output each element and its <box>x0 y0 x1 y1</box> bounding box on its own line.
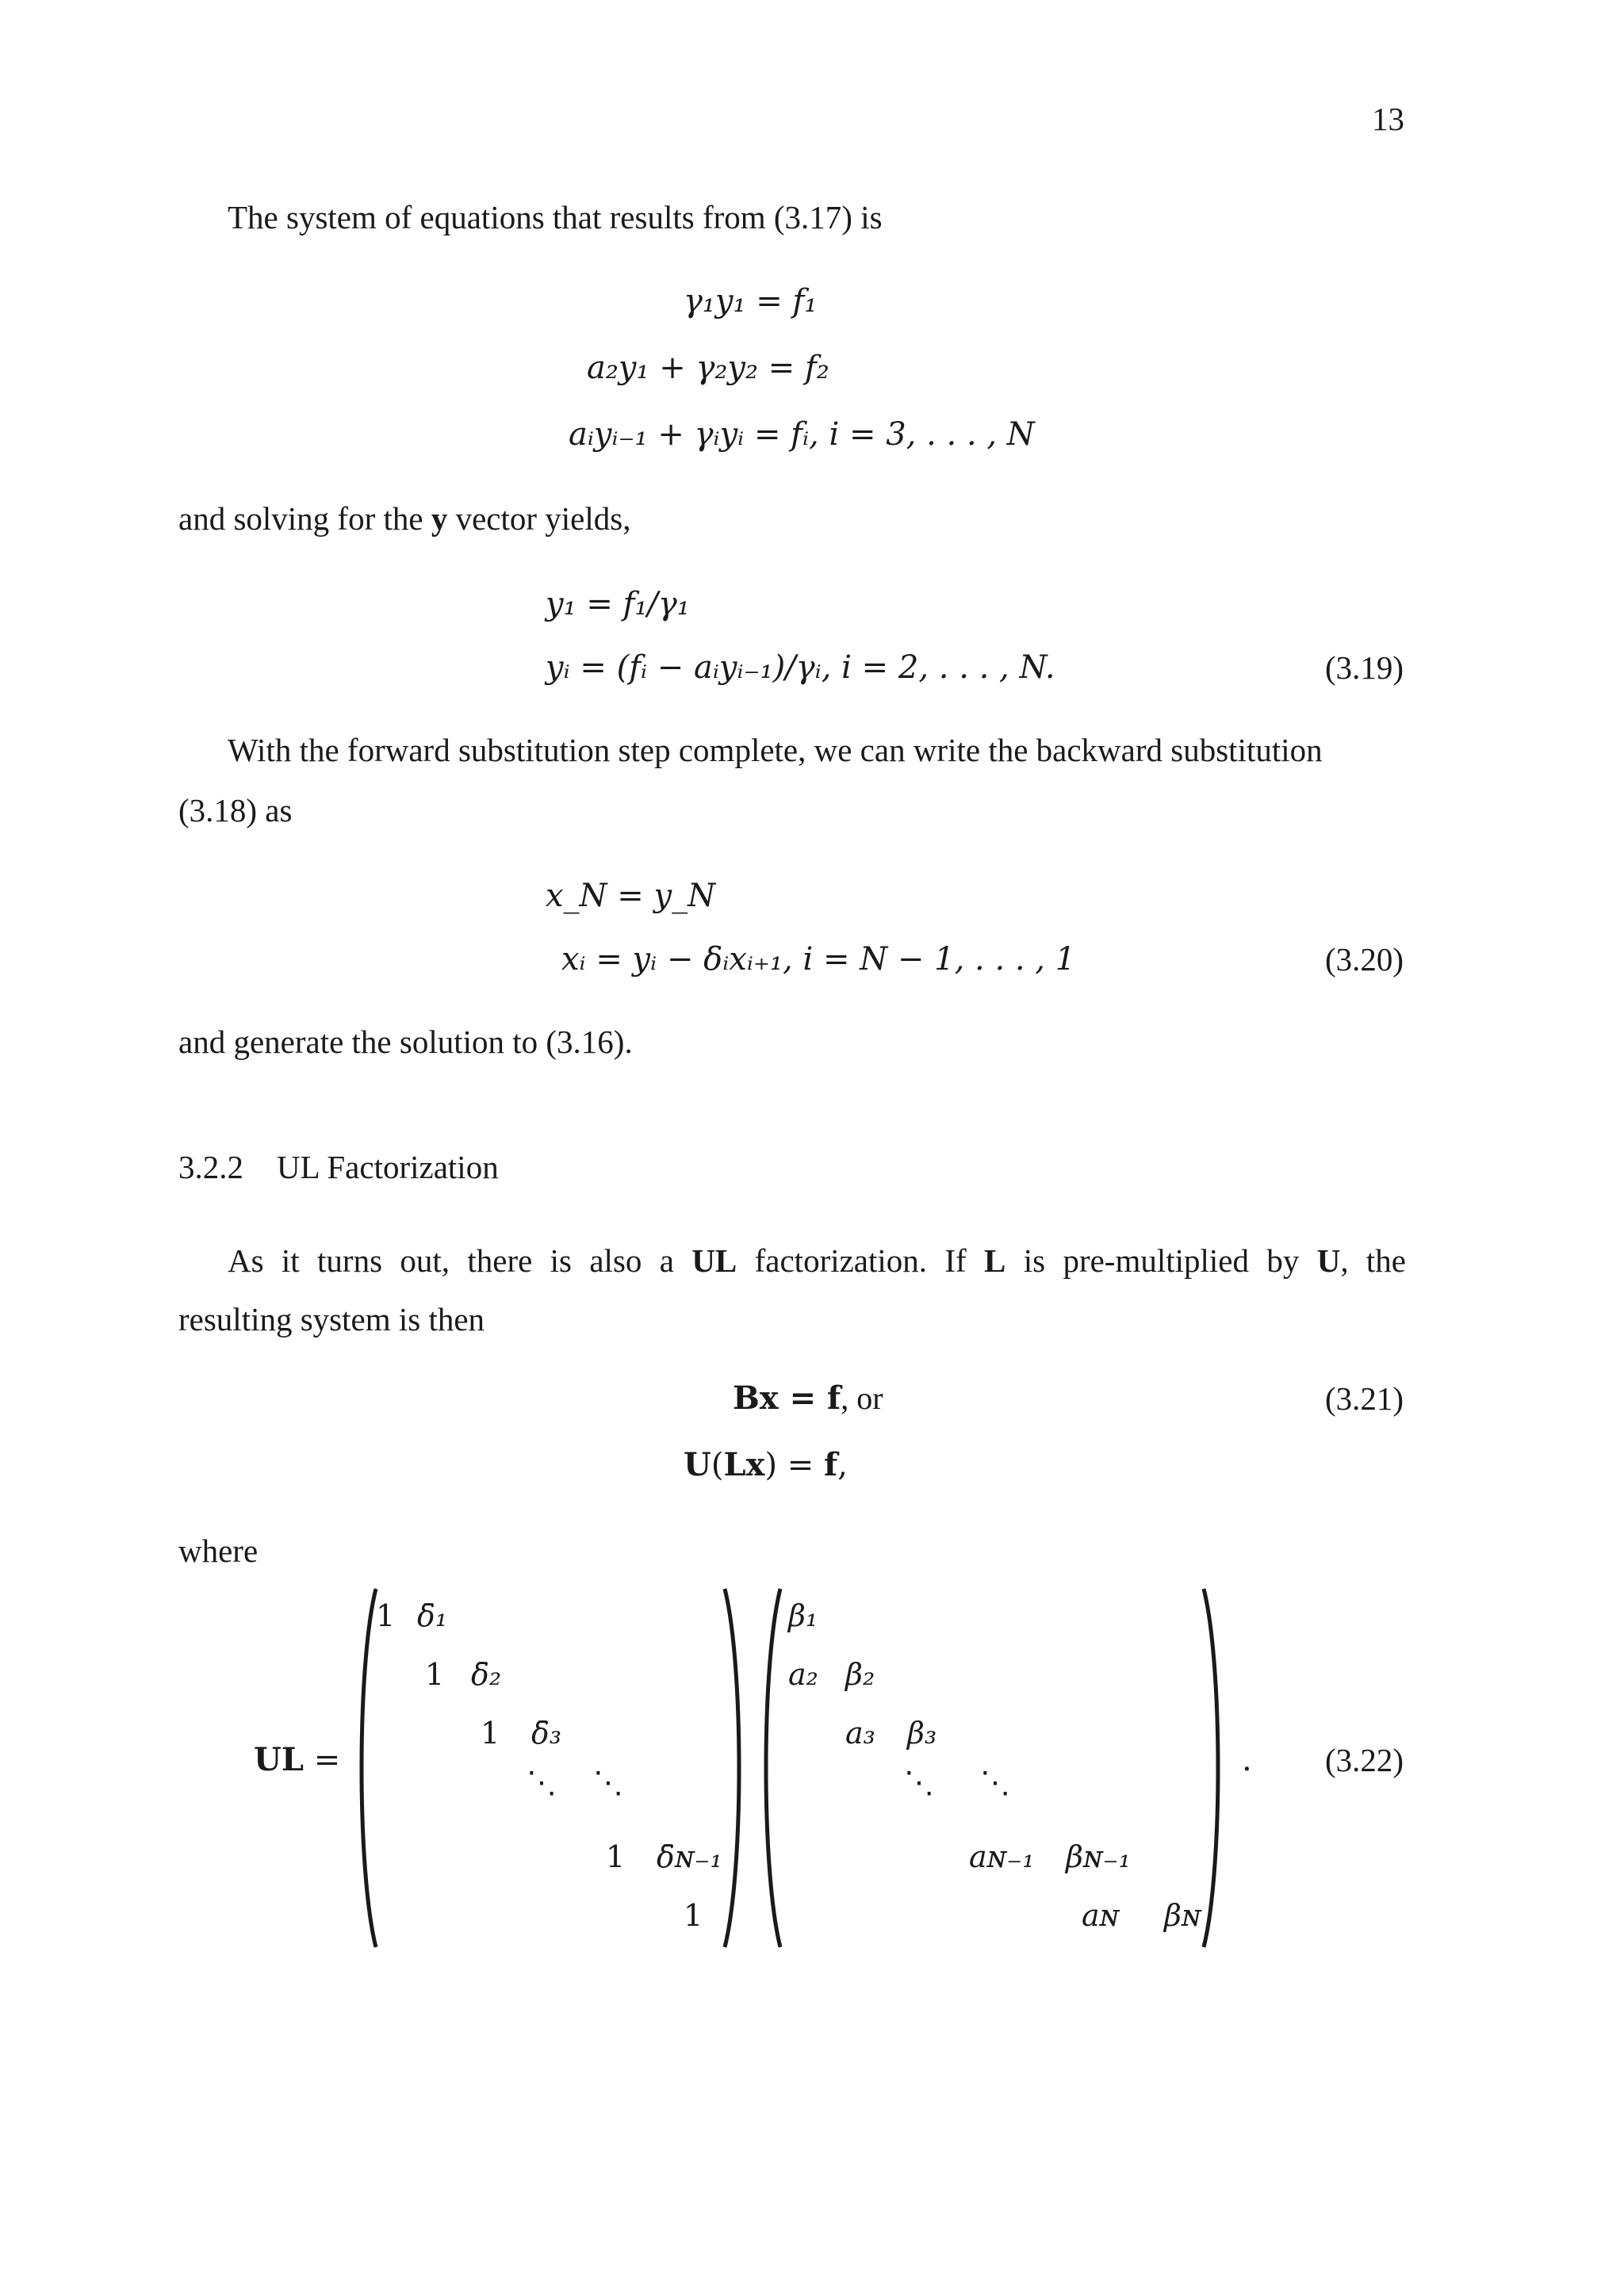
equation-number-3-20: (3.20) <box>1325 941 1404 978</box>
paragraph-solving <box>178 499 630 538</box>
matrix-u-entry-one: 1 <box>376 1598 396 1633</box>
matrix-u-entry-one: 1 <box>481 1716 500 1751</box>
trailing-comma: , <box>837 1447 848 1483</box>
matrix-u-dots: ⋱ <box>593 1765 623 1800</box>
paragraph-ul-line-1 <box>228 1242 1406 1280</box>
section-title: UL Factorization <box>277 1149 499 1185</box>
ul-lhs-bold: UL <box>254 1741 304 1778</box>
matrix-u-dots: ⋱ <box>527 1765 557 1800</box>
matrix-l-entry-a: aɴ₋₁ <box>969 1839 1035 1874</box>
matrix-l-dots: ⋱ <box>904 1765 934 1800</box>
matrix-u-entry-delta: δ̄ɴ₋₁ <box>657 1839 722 1874</box>
section-number: 3.2.2 <box>178 1149 243 1185</box>
equation-3-21-line-2 <box>684 1446 848 1484</box>
equation-3-22-lhs <box>254 1741 340 1779</box>
matrix-u-entry-delta: δ̄₁ <box>417 1598 448 1633</box>
f-bold: f <box>824 1446 838 1483</box>
matrix-l-entry-beta: β₂ <box>845 1657 875 1692</box>
paragraph-generate: and generate the solution to (3.16). <box>178 1024 633 1060</box>
equation-3-22-period: . <box>1242 1742 1252 1778</box>
paragraph-forward-line-1: With the forward substitution step complete, we can write the backward substitution <box>228 732 1323 768</box>
equation-system-line-1: γ₁y₁ = f₁ <box>684 283 818 320</box>
paragraph-solving-text-a: and solving for the <box>178 500 431 537</box>
matrix-l-right-paren <box>1201 1586 1224 1950</box>
matrix-u-right-paren <box>722 1586 745 1950</box>
paragraph-ul-text-4: , the <box>1340 1242 1406 1279</box>
equation-3-19-line-2: yᵢ = (fᵢ − aᵢyᵢ₋₁)/γᵢ, i = 2, . . . , N. <box>546 649 1055 686</box>
equation-3-19-line-1: y₁ = f₁/γ₁ <box>546 586 690 622</box>
equation-system-line-2: a₂y₁ + γ₂y₂ = f₂ <box>587 350 829 386</box>
l-bold: L <box>984 1242 1006 1279</box>
matrix-l-entry-beta: βɴ₋₁ <box>1066 1839 1131 1874</box>
matrix-u-entry-delta: δ̄₂ <box>471 1657 502 1692</box>
paragraph-ul-text-1: As it turns out, there is also a <box>228 1242 692 1279</box>
equation-number-3-19: (3.19) <box>1325 649 1404 686</box>
matrix-l-entry-beta: β₁ <box>788 1598 818 1633</box>
paragraph-solving-text-b: vector yields, <box>447 500 631 537</box>
matrix-l-dots: ⋱ <box>980 1765 1010 1800</box>
equation-number-3-22: (3.22) <box>1325 1742 1404 1778</box>
matrix-u-entry-one: 1 <box>684 1898 703 1933</box>
matrix-l-entry-beta: β₃ <box>907 1716 937 1751</box>
matrix-l-left-paren <box>760 1586 783 1950</box>
equation-3-20-line-2: xᵢ = yᵢ − δᵢxᵢ₊₁, i = N − 1, . . . , 1 <box>561 941 1076 978</box>
equation-3-21-line-1 <box>733 1380 883 1418</box>
matrix-l-entry-beta: βɴ <box>1164 1898 1201 1933</box>
equation-3-20-line-1: x_N = y_N <box>546 878 716 914</box>
paragraph-intro: The system of equations that results from (3.17) is <box>228 199 883 235</box>
paragraph-ul-line-2: resulting system is then <box>178 1301 485 1337</box>
close-paren-equals: ) = <box>764 1447 825 1483</box>
equation-3-21-or: , or <box>841 1380 883 1416</box>
lx-bold: Lx <box>723 1446 765 1483</box>
equation-system-line-3: aᵢyᵢ₋₁ + γᵢyᵢ = fᵢ, i = 3, . . . , N <box>569 416 1035 453</box>
matrix-u-entry-delta: δ̄₃ <box>531 1716 562 1751</box>
matrix-l-entry-a: a₂ <box>788 1657 818 1692</box>
u-bold: U <box>1316 1242 1341 1279</box>
section-heading <box>178 1148 499 1186</box>
bx-equals-f-bold: Bx = f <box>733 1380 841 1417</box>
paragraph-forward-line-2: (3.18) as <box>178 792 293 828</box>
vector-y-bold: y <box>431 500 448 537</box>
u-bold-eq: U <box>684 1446 711 1483</box>
open-paren: ( <box>710 1447 724 1483</box>
matrix-l-entry-a: a₃ <box>845 1716 875 1751</box>
paragraph-where: where <box>178 1533 259 1569</box>
matrix-l-entry-a: aɴ <box>1082 1898 1120 1933</box>
matrix-u-left-paren <box>355 1586 379 1950</box>
equation-number-3-21: (3.21) <box>1325 1380 1404 1417</box>
paragraph-ul-text-3: is pre-multiplied by <box>1005 1242 1317 1279</box>
matrix-u-entry-one: 1 <box>606 1839 626 1874</box>
ul-bold: UL <box>691 1242 737 1279</box>
paragraph-ul-text-2: factorization. If <box>737 1242 985 1279</box>
matrix-u-entry-one: 1 <box>425 1657 445 1692</box>
ul-lhs-equals: = <box>304 1742 341 1778</box>
page-number: 13 <box>1372 101 1404 137</box>
